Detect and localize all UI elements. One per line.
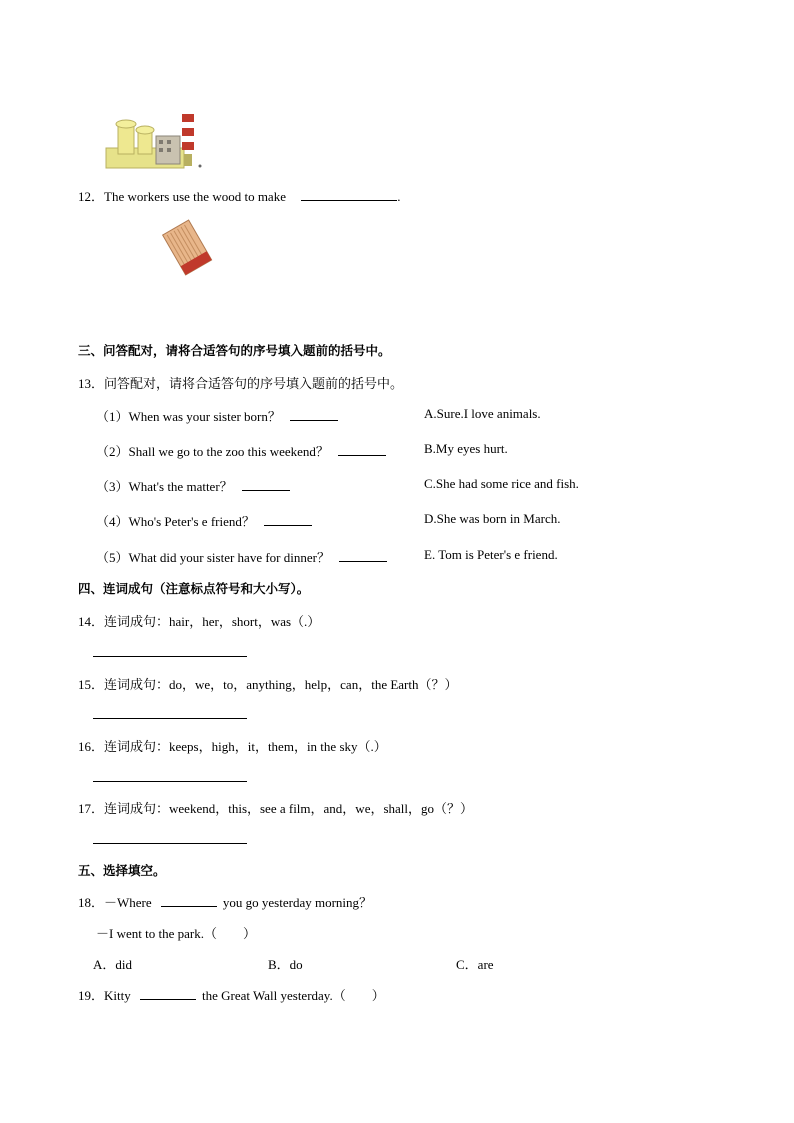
q13-question-2: （2）Shall we go to the zoo this weekend？ <box>96 441 386 460</box>
question-number: 14． <box>78 614 105 629</box>
answer-line-14[interactable] <box>93 656 247 657</box>
q13-answer-b: B.My eyes hurt. <box>424 441 508 456</box>
answer-line-16[interactable] <box>93 781 247 782</box>
section-3-heading: 三、问答配对，请将合适答句的序号填入题前的括号中。 <box>78 343 391 358</box>
question-number: 15． <box>78 677 105 692</box>
question-text: 连词成句：weekend，this，see a film，and，we，shall，go（？） <box>104 801 474 816</box>
q13-question-3: （3）What's the matter？ <box>96 476 290 495</box>
question-number: 13． <box>78 376 105 391</box>
question-16 <box>78 736 387 755</box>
answer-blank[interactable] <box>264 524 312 526</box>
factory-image <box>104 110 204 170</box>
question-text: 连词成句：keeps，high，it，them，in the sky（.） <box>104 739 387 754</box>
q18-option-a[interactable]: A．did <box>93 957 133 972</box>
q13-question-5: （5）What did your sister have for dinner？ <box>96 547 387 566</box>
q13-answer-c: C.She had some rice and fish. <box>424 476 579 491</box>
q18-option-c[interactable]: C．are <box>456 957 494 972</box>
q18-option-b[interactable]: B．do <box>268 957 303 972</box>
question-15 <box>78 674 458 693</box>
answer-line-17[interactable] <box>93 843 247 844</box>
question-12: 12．The workers use the wood to make . <box>78 189 401 204</box>
answer-blank[interactable] <box>338 454 386 456</box>
question-18: 18．－Where you go yesterday morning？ <box>78 895 373 910</box>
section-5-heading: 五、选择填空。 <box>78 863 166 878</box>
q13-answer-e: E. Tom is Peter's e friend. <box>424 547 558 562</box>
question-text: 问答配对，请将合适答句的序号填入题前的括号中。 <box>104 376 404 391</box>
q18-reply: －I went to the park.（ ） <box>96 926 256 941</box>
answer-blank[interactable] <box>161 905 217 907</box>
answer-line-15[interactable] <box>93 718 247 719</box>
question-number: 17． <box>78 801 105 816</box>
q13-answer-d: D.She was born in March. <box>424 511 561 526</box>
q13-answer-a: A.Sure.I love animals. <box>424 406 541 421</box>
answer-blank[interactable] <box>339 560 387 562</box>
question-14 <box>78 611 320 630</box>
answer-blank[interactable] <box>290 419 338 421</box>
question-13 <box>78 373 403 392</box>
question-number: 19． <box>78 988 105 1003</box>
question-number: 18． <box>78 895 105 910</box>
answer-blank[interactable] <box>140 998 196 1000</box>
question-17 <box>78 798 473 817</box>
q13-question-1: （1）When was your sister born？ <box>96 406 338 425</box>
section-4-heading: 四、连词成句（注意标点符号和大小写）。 <box>78 581 310 596</box>
question-text: The workers use the wood to make <box>104 189 286 204</box>
question-number: 12． <box>78 189 105 204</box>
matchsticks-image <box>160 216 216 278</box>
answer-blank[interactable] <box>301 199 397 201</box>
question-19: 19．Kitty the Great Wall yesterday.（ ） <box>78 988 385 1003</box>
q13-question-4: （4）Who's Peter's e friend？ <box>96 511 312 530</box>
answer-blank[interactable] <box>242 489 290 491</box>
question-text: 连词成句：do，we，to，anything，help，can，the Earth（？） <box>104 677 458 692</box>
question-text: 连词成句：hair，her，short，was（.） <box>104 614 321 629</box>
question-number: 16． <box>78 739 105 754</box>
